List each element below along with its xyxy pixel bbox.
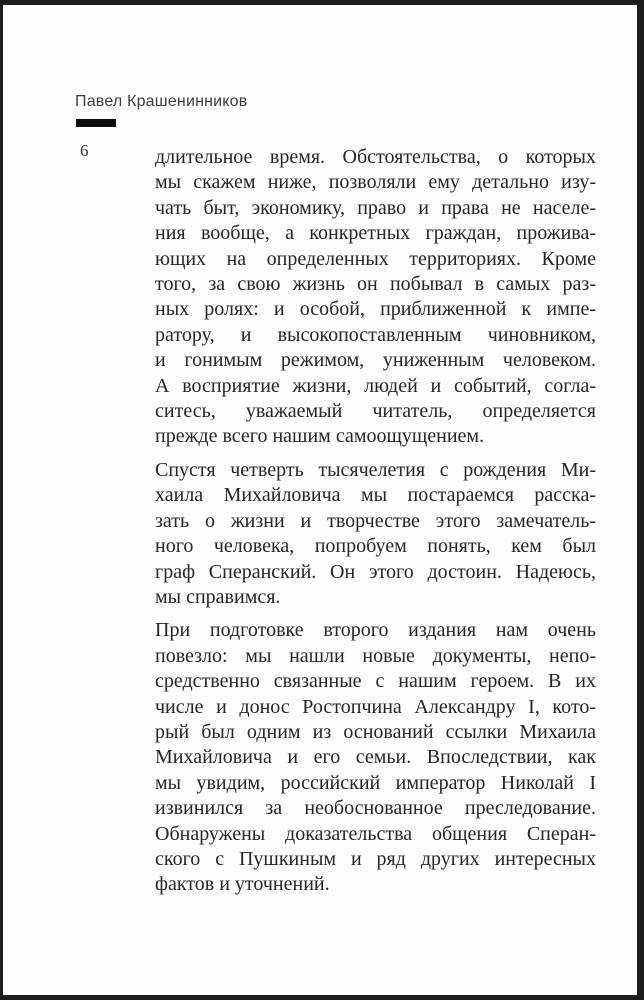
text-line: рый был одним из оснований ссылки Михаила	[155, 720, 596, 743]
text-line: ного человека, попробуем понять, кем был	[155, 535, 596, 558]
paragraph	[155, 618, 596, 897]
paragraph	[155, 145, 596, 450]
text-line: граф Сперанский. Он этого достоин. Надеюсь,	[155, 560, 596, 583]
text-line: прежде всего нашим самоощущением.	[155, 425, 485, 448]
text-line: мы увидим, российский император Николай I	[155, 771, 596, 794]
text-line: и гонимым режимом, униженным человеком.	[155, 349, 596, 372]
text-line: Спустя четверть тысячелетия с рождения Ми-	[155, 458, 596, 481]
text-line: ющих на определенных территориях. Кроме	[155, 247, 596, 270]
page-number: 6	[80, 141, 89, 160]
text-line: повезло: мы нашли новые документы, непо-	[155, 644, 596, 667]
text-line: числе и донос Ростопчина Александру I, кото-	[155, 695, 596, 718]
text-line: извинился за необоснованное преследование.	[155, 797, 596, 820]
text-line: ния вообще, а конкретных граждан, прожива-	[155, 222, 596, 245]
running-header-author: Павел Крашенинников	[75, 93, 248, 110]
body-text	[155, 145, 596, 906]
paragraph	[155, 458, 596, 610]
text-line: мы скажем ниже, позволяли ему детально изу-	[155, 171, 596, 194]
text-line: ных ролях: и особой, приближенной к импе-	[155, 298, 596, 321]
text-line: При подготовке второго издания нам очень	[155, 619, 596, 642]
text-line: чать быт, экономику, право и права не населе-	[155, 196, 596, 219]
text-line: длительное время. Обстоятельства, о которых	[155, 146, 596, 168]
text-line: Обнаружены доказательства общения Сперан-	[155, 822, 596, 845]
text-line: мы справимся.	[155, 585, 281, 608]
text-line: Михайловича и его семьи. Впоследствии, как	[155, 746, 596, 769]
text-line: зать о жизни и творчестве этого замечатель-	[155, 509, 596, 532]
text-line: средственно связанные с нашим героем. В их	[155, 670, 596, 693]
text-line: ратору, и высокопоставленным чиновником,	[155, 323, 596, 346]
text-line: ситесь, уважаемый читатель, определяется	[155, 400, 596, 423]
text-line: хаила Михайловича мы постараемся расска-	[155, 484, 596, 507]
header-divider-bar	[76, 119, 116, 127]
text-line: А восприятие жизни, людей и событий, согла-	[155, 374, 596, 397]
text-line: ского с Пушкиным и ряд других интересных	[155, 847, 596, 870]
text-line: фактов и уточнений.	[155, 873, 330, 896]
text-line: того, за свою жизнь он побывал в самых раз-	[155, 273, 596, 296]
